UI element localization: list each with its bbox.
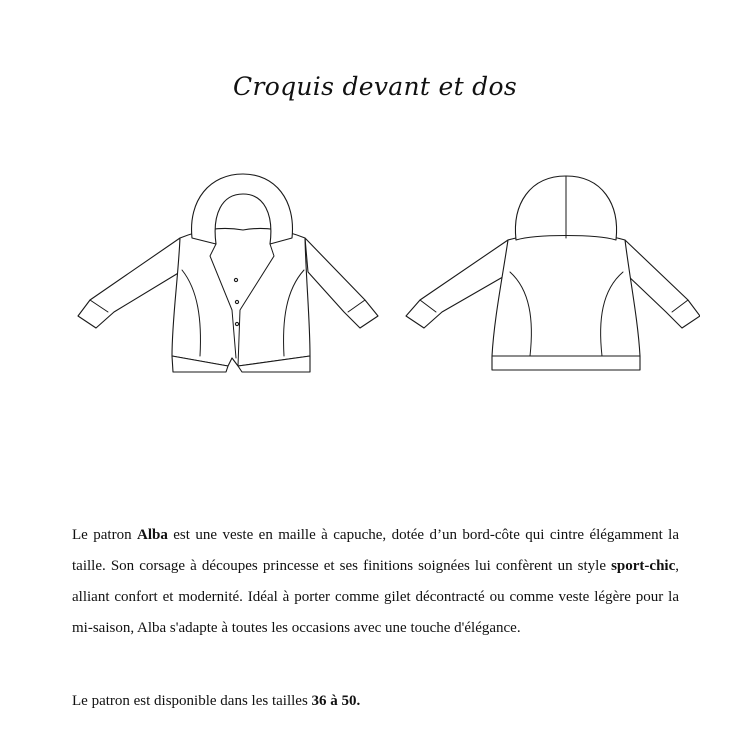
- jacket-sketches: [60, 160, 700, 390]
- description-text: est une veste en maille à capuche, dotée d’un bord-côte qui cintre élégamment la taille. Son corsage à découpes princesse et ses finitions soignées lui confèrent un style: [72, 527, 680, 574]
- back-body: [492, 233, 640, 357]
- front-button: [235, 322, 238, 325]
- description-text: , alliant confort et modernité. Idéal à porter comme gilet décontracté ou comme veste légère pour la mi-saison, Alba s'adapte à toutes les occasions avec une touche d'élégance.: [72, 558, 679, 636]
- back-right-sleeve: [625, 240, 700, 328]
- back-jacket-sketch: [406, 176, 700, 370]
- front-jacket-sketch: [78, 174, 378, 372]
- page-title: Croquis devant et dos: [233, 72, 517, 101]
- front-left-sleeve: [78, 238, 180, 328]
- description-text: Le patron: [72, 527, 137, 543]
- pattern-name: Alba: [137, 527, 168, 543]
- back-left-sleeve: [406, 240, 508, 328]
- sizes-paragraph: [72, 686, 679, 717]
- front-button: [235, 300, 238, 303]
- size-range: 36 à 50.: [311, 693, 361, 709]
- sketches-area: [60, 160, 700, 390]
- description-paragraph: [72, 520, 679, 644]
- sizes-text: Le patron est disponible dans les tailles: [72, 693, 312, 709]
- back-hem: [492, 356, 640, 370]
- front-right-sleeve: [305, 238, 378, 328]
- style-name: sport-chic: [611, 558, 676, 574]
- front-button: [234, 278, 237, 281]
